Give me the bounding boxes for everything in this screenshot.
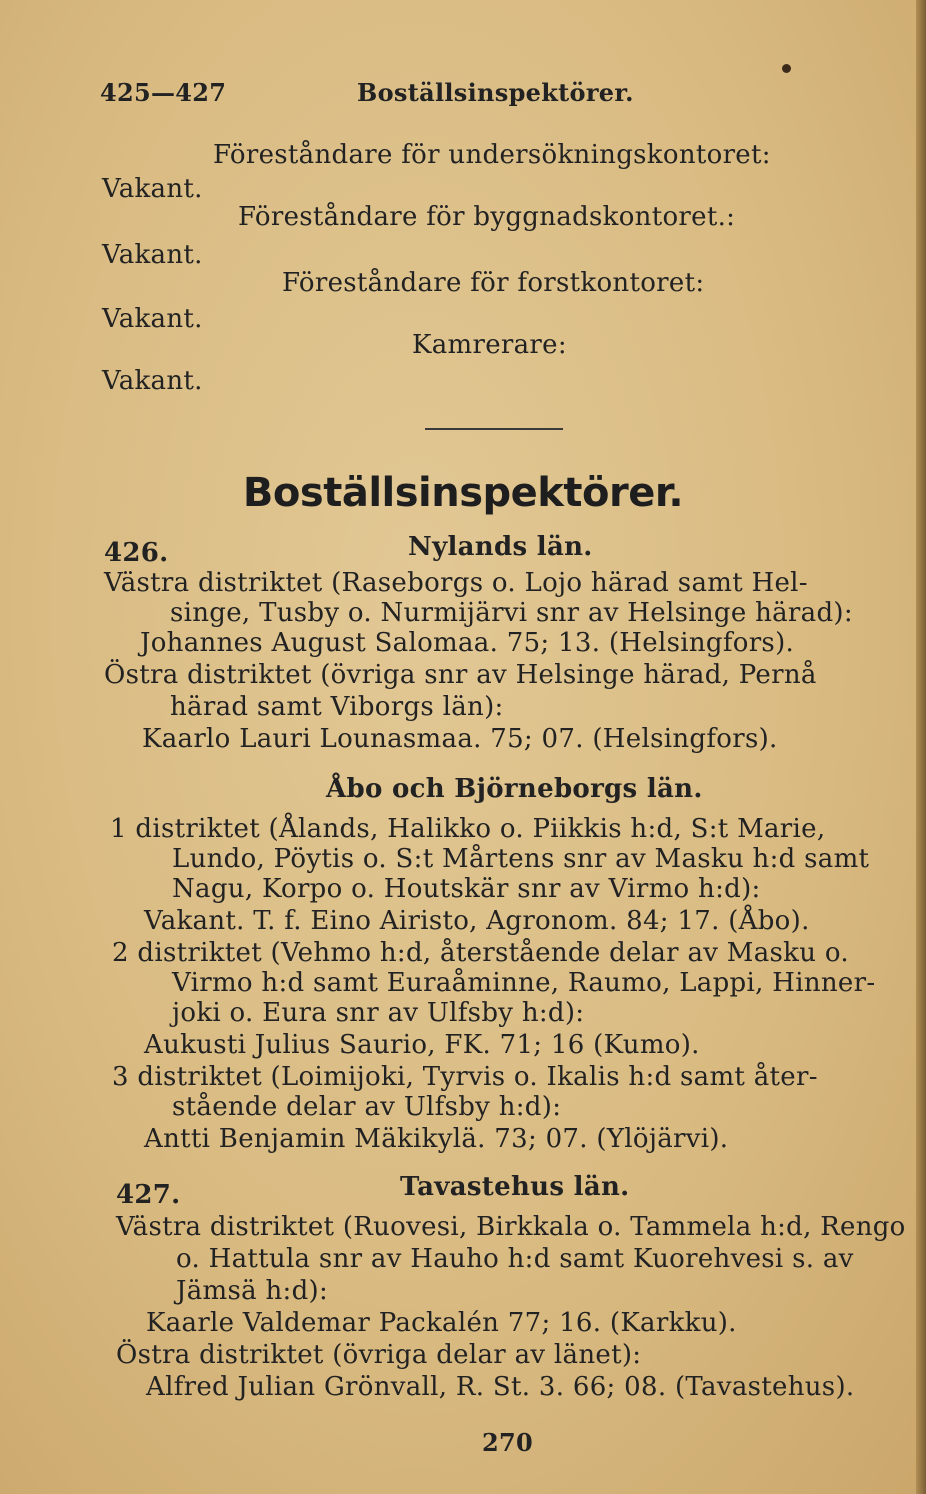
text-line: Antti Benjamin Mäkikylä. 73; 07. (Ylöjärvi). bbox=[144, 1124, 729, 1154]
text-line: Kaarlo Lauri Lounasmaa. 75; 07. (Helsingfors). bbox=[142, 724, 778, 754]
text-line: Vakant. T. f. Eino Airisto, Agronom. 84; 17. (Åbo). bbox=[144, 906, 810, 936]
office-heading: Föreståndare för forstkontoret: bbox=[282, 268, 705, 298]
text-line: Lundo, Pöytis o. S:t Mårtens snr av Masku h:d samt bbox=[172, 844, 870, 874]
page-edge bbox=[916, 0, 926, 1494]
office-heading: Föreståndare för undersökningskontoret: bbox=[213, 140, 771, 170]
text-line: Jämsä h:d): bbox=[176, 1276, 329, 1306]
text-line: Johannes August Salomaa. 75; 13. (Helsingfors). bbox=[140, 628, 795, 658]
text-line: joki o. Eura snr av Ulfsby h:d): bbox=[172, 998, 585, 1028]
section-number: 427. bbox=[116, 1180, 181, 1210]
office-heading: Kamrerare: bbox=[412, 330, 567, 360]
section-heading: Åbo och Björneborgs län. bbox=[326, 774, 703, 804]
office-value: Vakant. bbox=[102, 240, 203, 270]
office-heading: Föreståndare för byggnadskontoret.: bbox=[238, 202, 736, 232]
header-title: Boställsinspektörer. bbox=[357, 78, 634, 107]
text-line: 1 distriktet (Ålands, Halikko o. Piikkis h:d, S:t Marie, bbox=[110, 814, 826, 844]
text-line: stående delar av Ulfsby h:d): bbox=[172, 1092, 562, 1122]
text-line: Nagu, Korpo o. Houtskär snr av Virmo h:d): bbox=[172, 874, 761, 904]
text-line: o. Hattula snr av Hauho h:d samt Kuorehvesi s. av bbox=[176, 1244, 854, 1274]
text-line: Östra distriktet (övriga delar av länet): bbox=[116, 1340, 642, 1370]
ink-spot bbox=[782, 64, 791, 73]
text-line: Västra distriktet (Ruovesi, Birkkala o. Tammela h:d, Rengo bbox=[116, 1212, 906, 1242]
header-page-range: 425—427 bbox=[100, 78, 227, 107]
section-heading: Nylands län. bbox=[408, 532, 593, 562]
text-line: Kaarle Valdemar Packalén 77; 16. (Karkku). bbox=[146, 1308, 737, 1338]
text-line: Östra distriktet (övriga snr av Helsinge härad, Pernå bbox=[104, 660, 817, 690]
text-line: Aukusti Julius Saurio, FK. 71; 16 (Kumo). bbox=[144, 1030, 700, 1060]
main-title: Boställsinspektörer. bbox=[242, 470, 684, 516]
text-line: Virmo h:d samt Euraåminne, Raumo, Lappi, Hinner- bbox=[172, 968, 876, 998]
office-value: Vakant. bbox=[102, 174, 203, 204]
text-line: Alfred Julian Grönvall, R. St. 3. 66; 08. (Tavastehus). bbox=[146, 1372, 855, 1402]
text-line: härad samt Viborgs län): bbox=[170, 692, 504, 722]
section-divider bbox=[425, 428, 563, 430]
section-number: 426. bbox=[104, 538, 169, 568]
text-line: 3 distriktet (Loimijoki, Tyrvis o. Ikalis h:d samt åter- bbox=[112, 1062, 818, 1092]
page-number: 270 bbox=[482, 1428, 533, 1457]
text-line: 2 distriktet (Vehmo h:d, återstående delar av Masku o. bbox=[112, 938, 849, 968]
office-value: Vakant. bbox=[102, 366, 203, 396]
section-heading: Tavastehus län. bbox=[400, 1172, 630, 1202]
text-line: Västra distriktet (Raseborgs o. Lojo härad samt Hel- bbox=[104, 568, 808, 598]
text-line: singe, Tusby o. Nurmijärvi snr av Helsinge härad): bbox=[170, 598, 853, 628]
office-value: Vakant. bbox=[102, 304, 203, 334]
